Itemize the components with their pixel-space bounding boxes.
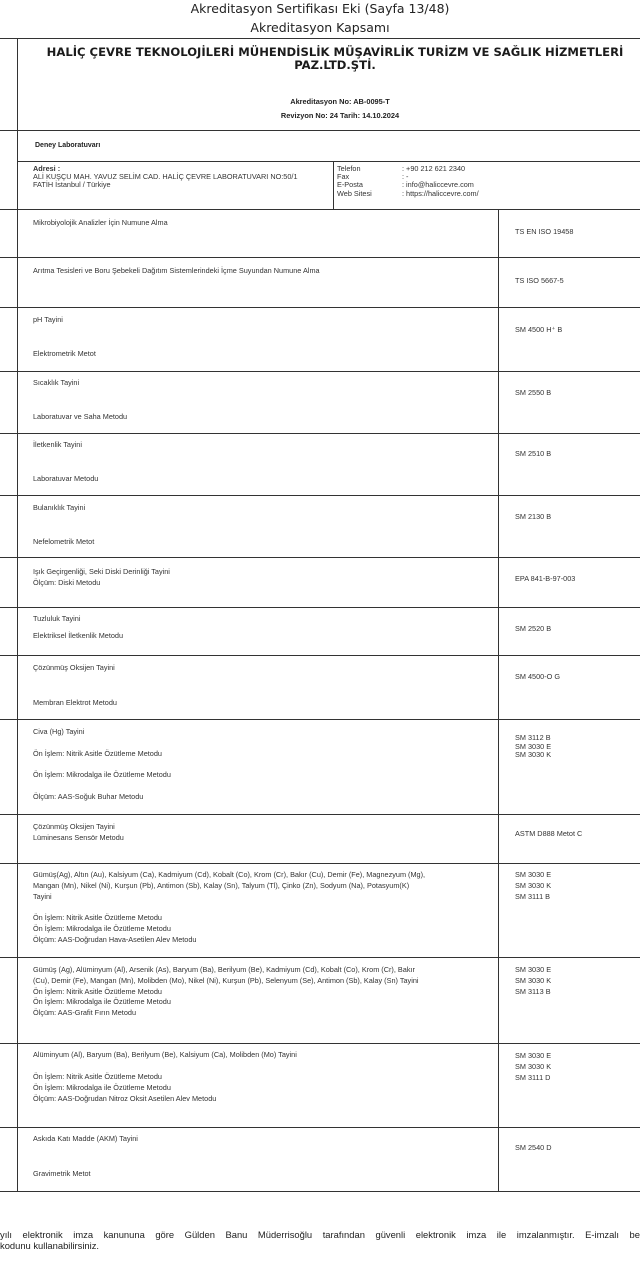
method-code: SM 3030 K: [515, 1061, 552, 1071]
test-name: Tayini: [33, 891, 52, 901]
frame-line: [0, 130, 640, 131]
test-name: Askıda Katı Madde (AKM) Tayini: [33, 1134, 138, 1143]
accreditation-scope-subtitle: Akreditasyon Kapsamı: [250, 20, 390, 35]
address-line: FATİH İstanbul / Türkiye: [33, 180, 111, 189]
test-name: (Cu), Demir (Fe), Mangan (Mn), Molibden (Mo), Nikel (Ni), Kurşun (Pb), Selenyum (Se), Antimon (Sb), Kalay (Sn) Tayini: [33, 975, 419, 985]
row-divider: [0, 719, 640, 720]
revision-info: Revizyon No: 24 Tarih: 14.10.2024: [280, 111, 400, 120]
method-code: SM 3030 E: [515, 870, 552, 879]
test-method-description: Ölçüm: Diski Metodu: [33, 578, 101, 587]
address-label: Adresi :: [33, 164, 61, 173]
test-method-block: [33, 912, 196, 945]
method-code: SM 3111 D: [515, 1072, 551, 1082]
test-method-description: Laboratuvar Metodu: [33, 474, 99, 483]
method-code-list: [515, 870, 551, 902]
test-name: Civa (Hg) Tayini: [33, 727, 85, 736]
test-method-description: Lüminesans Sensör Metodu: [33, 833, 124, 842]
test-name: Gümüş (Ag), Alüminyum (Al), Arsenik (As), Baryum (Ba), Berilyum (Be), Kadmiyum (Cd), Kobalt (Co), Krom (Cr), Bakır: [33, 965, 415, 974]
method-code-list: [515, 734, 551, 760]
e-signature-notice: yılı elektronik imza kanununa göre Gülden Banu Müderrisoğlu tarafından güvenli elektronik imza ile imzalanmıştır. E-imzalı be: [0, 1229, 640, 1240]
row-divider: [0, 495, 640, 496]
frame-line: [17, 38, 18, 130]
e-signature-notice-continued: kodunu kullanabilirsiniz.: [0, 1240, 100, 1251]
method-code: SM 3030 K: [515, 975, 552, 985]
test-name: Arıtma Tesisleri ve Boru Şebekeli Dağıtım Sistemlerindeki İçme Suyundan Numune Alma: [33, 266, 320, 275]
test-name: Çözünmüş Oksijen Tayini: [33, 663, 115, 672]
test-method-description: Ön İşlem: Nitrik Asitle Özütleme Metodu: [33, 1072, 162, 1081]
row-divider: [0, 371, 640, 372]
website-label: Web Sitesi: [337, 189, 372, 198]
test-method-description: Ölçüm: AAS-Soğuk Buhar Metodu: [33, 792, 144, 801]
test-name: Mangan (Mn), Nikel (Ni), Kurşun (Pb), Antimon (Sb), Kalay (Sn), Talyum (Tl), Çinko (Zn), Sodyum (Na), Potasyum(K): [33, 880, 410, 890]
frame-line: [17, 130, 18, 210]
test-name: Gümüş(Ag), Altın (Au), Kalsiyum (Ca), Kadmiyum (Cd), Kobalt (Co), Krom (Cr), Bakır (Cu), Demir (Fe), Magnezyum (Mg),: [33, 870, 426, 879]
method-code: SM 2510 B: [515, 449, 552, 458]
row-divider: [0, 655, 640, 656]
frame-line: [0, 38, 640, 39]
website-link[interactable]: : https://haliccevre.com/: [402, 189, 479, 198]
test-name: Çözünmüş Oksijen Tayini: [33, 822, 115, 831]
test-method-description: Ön İşlem: Mikrodalga ile Özütleme Metodu: [33, 997, 171, 1007]
method-code: EPA 841-B-97-003: [515, 574, 576, 583]
test-name: Mikrobiyolojik Analizler İçin Numune Alma: [33, 218, 168, 227]
phone-label: Telefon: [337, 164, 361, 173]
address-line: ALİ KUŞÇU MAH. YAVUZ SELİM CAD. HALİÇ ÇEVRE LABORATUVARI NO:50/1: [33, 172, 298, 181]
email-label: E-Posta: [337, 180, 363, 189]
test-name: İletkenlik Tayini: [33, 440, 82, 449]
test-description-block: [33, 870, 425, 902]
test-method-description: Ön İşlem: Mikrodalga ile Özütleme Metodu: [33, 924, 171, 933]
accreditation-number: Akreditasyon No: AB-0095-T: [290, 97, 390, 106]
fax-value: : -: [402, 172, 409, 181]
test-description-block: [33, 965, 419, 1019]
lab-type-title: Deney Laboratuvarı: [35, 142, 101, 149]
organization-name: [30, 46, 640, 72]
test-method-description: Ölçüm: AAS-Doğrudan Nitroz Oksit Asetilen Alev Metodu: [33, 1093, 217, 1103]
method-code: SM 2550 B: [515, 388, 552, 397]
test-method-description: Ön İşlem: Nitrik Asitle Özütleme Metodu: [33, 749, 162, 758]
test-method-description: Ön İşlem: Mikrodalga ile Özütleme Metodu: [33, 1082, 171, 1092]
test-name: Alüminyum (Al), Baryum (Ba), Berilyum (Be), Kalsiyum (Ca), Molibden (Mo) Tayini: [33, 1050, 297, 1059]
test-method-description: Ölçüm: AAS-Doğrudan Hava-Asetilen Alev Metodu: [33, 935, 197, 944]
row-divider: [0, 814, 640, 815]
test-method-description: Ölçüm: AAS-Grafit Fırın Metodu: [33, 1008, 136, 1018]
phone-value[interactable]: : +90 212 621 2340: [402, 164, 466, 173]
method-code: SM 4500 H⁺ B: [515, 325, 563, 334]
row-divider: [0, 1127, 640, 1128]
row-divider: [0, 433, 640, 434]
method-code: SM 3113 B: [515, 986, 551, 996]
method-code: SM 2130 B: [515, 512, 552, 521]
test-method-description: Gravimetrik Metot: [33, 1169, 91, 1178]
method-code: ASTM D888 Metot C: [515, 829, 583, 838]
test-name: Tuzluluk Tayini: [33, 614, 81, 623]
row-divider: [0, 257, 640, 258]
method-code-list: [515, 1051, 551, 1083]
fax-label: Fax: [337, 172, 350, 181]
method-code: SM 3030 K: [515, 750, 552, 759]
test-method-description: Ön İşlem: Nitrik Asitle Özütleme Metodu: [33, 986, 162, 996]
test-method-description: Membran Elektrot Metodu: [33, 698, 117, 707]
table-bottom-border: [0, 1191, 640, 1192]
certificate-annex-title: Akreditasyon Sertifikası Eki (Sayfa 13/48): [190, 1, 450, 16]
method-code: SM 3030 K: [515, 880, 552, 890]
test-name: Sıcaklık Tayini: [33, 378, 80, 387]
method-code: SM 3112 B: [515, 733, 551, 742]
row-divider: [0, 307, 640, 308]
method-code: SM 3030 E: [515, 965, 552, 974]
test-method-description: Elektriksel İletkenlik Metodu: [33, 631, 124, 640]
row-divider: [0, 1043, 640, 1044]
test-name: pH Tayini: [33, 315, 63, 324]
method-code: TS ISO 5667-5: [515, 276, 564, 285]
test-method-description: Ön İşlem: Mikrodalga ile Özütleme Metodu: [33, 770, 171, 779]
method-code: SM 4500-O G: [515, 672, 561, 681]
test-method-description: Laboratuvar ve Saha Metodu: [33, 412, 128, 421]
method-code: SM 3030 E: [515, 741, 552, 751]
organization-name-line2: PAZ.LTD.ŞTİ.: [294, 58, 376, 72]
test-method-description: Nefelometrik Metot: [33, 537, 95, 546]
email-link[interactable]: : info@haliccevre.com: [402, 180, 474, 189]
method-code: SM 2520 B: [515, 624, 552, 633]
frame-line: [17, 161, 640, 162]
method-code: TS EN ISO 19458: [515, 227, 574, 236]
method-code: SM 2540 D: [515, 1143, 552, 1152]
row-divider: [0, 557, 640, 558]
row-divider: [0, 607, 640, 608]
method-code: SM 3030 E: [515, 1051, 552, 1060]
test-method-block: [33, 1072, 216, 1104]
test-name: Bulanıklık Tayini: [33, 503, 86, 512]
test-method-description: Ön İşlem: Nitrik Asitle Özütleme Metodu: [33, 913, 162, 922]
test-name: Işık Geçirgenliği, Seki Diski Derinliği Tayini: [33, 567, 170, 576]
row-divider: [0, 957, 640, 958]
row-divider: [0, 863, 640, 864]
method-code-list: [515, 965, 551, 997]
table-top-border: [0, 209, 640, 210]
frame-line: [333, 161, 334, 209]
method-code: SM 3111 B: [515, 891, 551, 901]
test-method-description: Elektrometrik Metot: [33, 349, 96, 358]
organization-name-line1: HALİÇ ÇEVRE TEKNOLOJİLERİ MÜHENDİSLİK MÜŞAVİRLİK TURİZM VE SAĞLIK HİZMETLERİ: [46, 45, 624, 59]
